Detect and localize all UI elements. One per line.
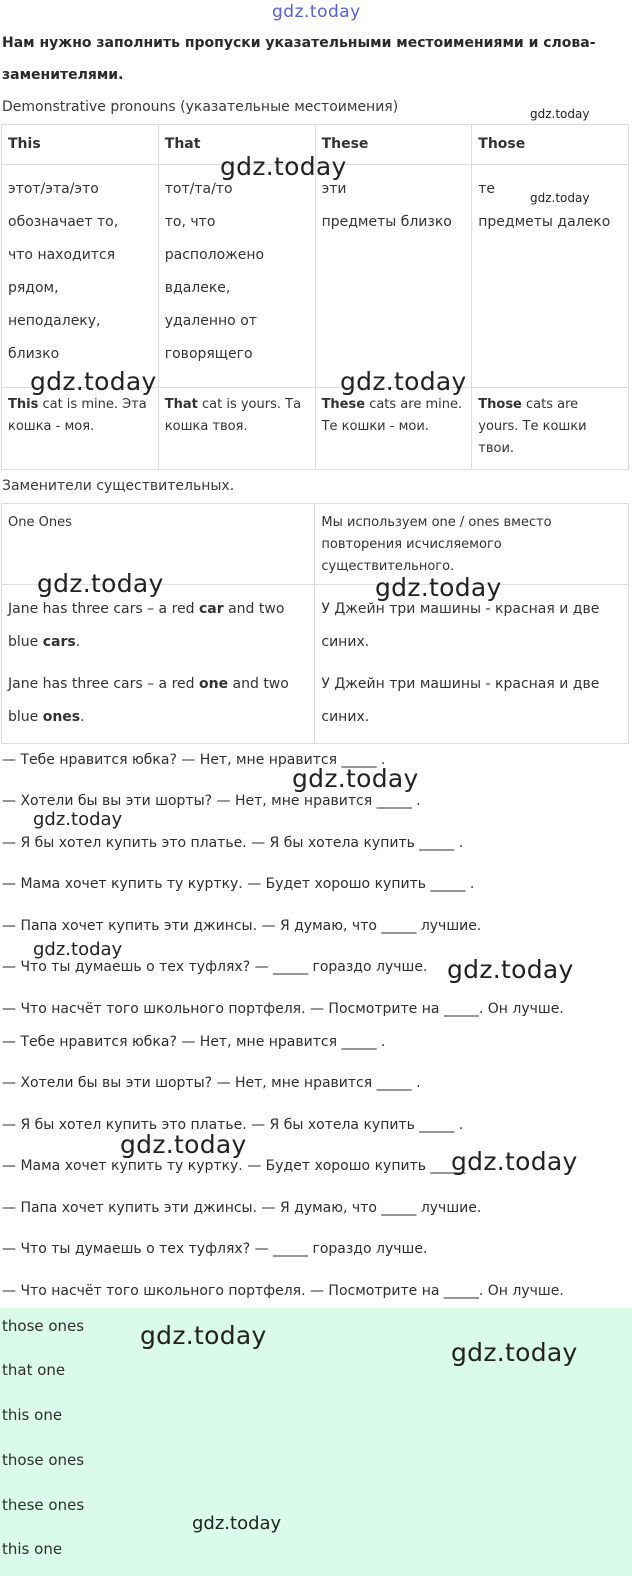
site-logo[interactable]: gdz.today xyxy=(272,2,361,22)
header-these: These xyxy=(321,136,369,152)
meaning-line: то, что xyxy=(164,214,216,230)
exercise-line: — Хотели бы вы эти шорты? — Нет, мне нравится _____ . xyxy=(2,1075,421,1091)
example-keyword: This xyxy=(8,397,39,412)
meaning-line: близко xyxy=(8,346,60,362)
exercise-line: — Тебе нравится юбка? — Нет, мне нравится _____ . xyxy=(2,752,386,768)
watermark: gdz.today xyxy=(530,107,590,121)
watermark: gdz.today xyxy=(340,367,467,396)
header-this: This xyxy=(8,136,41,152)
example-en-1: Jane has three cars – a red car and two blue cars. xyxy=(8,601,285,650)
task-intro-line2: заменителями. xyxy=(2,67,124,83)
exercise-line: — Я бы хотел купить это платье. — Я бы хотела купить _____ . xyxy=(2,835,464,851)
watermark: gdz.today xyxy=(220,152,347,181)
watermark: gdz.today xyxy=(120,1130,247,1159)
substitutes-example-row xyxy=(2,585,629,744)
watermark: gdz.today xyxy=(292,764,419,793)
rule-left: One Ones xyxy=(8,515,72,530)
meaning-line: удаленно от xyxy=(164,313,257,329)
watermark: gdz.today xyxy=(192,1513,282,1534)
example-en-2: Jane has three cars – a red one and two blue ones. xyxy=(8,676,289,725)
answers-panel xyxy=(0,1308,632,1576)
example-keyword: That xyxy=(164,397,198,412)
header-those: Those xyxy=(478,136,526,152)
translation-these: эти xyxy=(321,181,347,197)
exercise-line: — Мама хочет купить ту куртку. — Будет хорошо купить _____ . xyxy=(2,876,475,892)
exercise-line: — Мама хочет купить ту куртку. — Будет хорошо купить _____ . xyxy=(2,1158,475,1174)
translation-this: этот/эта/это xyxy=(8,181,99,197)
demonstratives-heading: Demonstrative pronouns (указательные местоимения) xyxy=(2,99,399,115)
table-meaning-row xyxy=(2,165,629,388)
watermark: gdz.today xyxy=(447,955,574,984)
watermark: gdz.today xyxy=(451,1338,578,1367)
meaning-line: неподалеку, xyxy=(8,313,101,329)
answer-item: those ones xyxy=(2,1451,85,1469)
meaning-line: что находится xyxy=(8,247,116,263)
substitutes-heading: Заменители существительных. xyxy=(2,478,235,494)
answer-item: this one xyxy=(2,1406,63,1424)
watermark: gdz.today xyxy=(530,191,590,205)
example-text: cat is mine. Эта кошка - моя. xyxy=(8,397,147,434)
meaning-line: расположено xyxy=(164,247,265,263)
meaning-line: обозначает то, xyxy=(8,214,119,230)
example-text: cats are mine. Те кошки - мои. xyxy=(321,397,463,434)
example-text: cats are yours. Те кошки твои. xyxy=(478,397,587,456)
watermark: gdz.today xyxy=(451,1147,578,1176)
exercise-line: — Что ты думаешь о тех туфлях? — _____ гораздо лучше. xyxy=(2,1241,428,1257)
example-ru-1: У Джейн три машины - красная и две синих. xyxy=(321,601,600,650)
exercise-line: — Что насчёт того школьного портфеля. — Посмотрите на _____. Он лучше. xyxy=(2,1283,564,1299)
exercise-line: — Папа хочет купить эти джинсы. — Я думаю, что _____ лучшие. xyxy=(2,1200,482,1216)
task-intro-line1: Нам нужно заполнить пропуски указательными местоимениями и слова- xyxy=(2,35,596,51)
meaning-line: говорящего xyxy=(164,346,253,362)
meaning-line: рядом, xyxy=(8,280,59,296)
watermark: gdz.today xyxy=(33,939,123,960)
watermark: gdz.today xyxy=(375,573,502,602)
table-example-row xyxy=(2,388,629,470)
meaning-line: вдалеке, xyxy=(164,280,231,296)
exercise-line: — Что ты думаешь о тех туфлях? — _____ гораздо лучше. xyxy=(2,959,428,975)
translation-that: тот/та/то xyxy=(164,181,233,197)
table-header-row xyxy=(2,125,629,165)
example-ru-2: У Джейн три машины - красная и две синих. xyxy=(321,676,600,725)
header-that: That xyxy=(164,136,201,152)
exercise-line: — Хотели бы вы эти шорты? — Нет, мне нравится _____ . xyxy=(2,793,421,809)
answer-item: these ones xyxy=(2,1496,85,1514)
exercise-line: — Тебе нравится юбка? — Нет, мне нравится _____ . xyxy=(2,1034,386,1050)
watermark: gdz.today xyxy=(30,367,157,396)
exercise-line: — Я бы хотел купить это платье. — Я бы хотела купить _____ . xyxy=(2,1117,464,1133)
exercise-line: — Что насчёт того школьного портфеля. — Посмотрите на _____. Он лучше. xyxy=(2,1001,564,1017)
demonstratives-table xyxy=(1,124,629,470)
example-keyword: These xyxy=(321,397,366,412)
substitutes-table xyxy=(1,503,629,744)
watermark: gdz.today xyxy=(37,569,164,598)
translation-those: те xyxy=(478,181,496,197)
watermark: gdz.today xyxy=(140,1321,267,1350)
answer-item: those ones xyxy=(2,1317,85,1335)
answer-item: this one xyxy=(2,1540,63,1558)
exercise-line: — Папа хочет купить эти джинсы. — Я думаю, что _____ лучшие. xyxy=(2,918,482,934)
example-text: cat is yours. Та кошка твоя. xyxy=(164,397,302,434)
watermark: gdz.today xyxy=(33,809,123,830)
answer-item: that one xyxy=(2,1361,66,1379)
example-keyword: Those xyxy=(478,397,522,412)
meaning-line: предметы близко xyxy=(321,214,452,230)
rule-right: Мы используем one / ones вместо повторения исчисляемого существительного. xyxy=(321,515,552,574)
meaning-line: предметы далеко xyxy=(478,214,611,230)
substitutes-rule-row xyxy=(2,504,629,585)
